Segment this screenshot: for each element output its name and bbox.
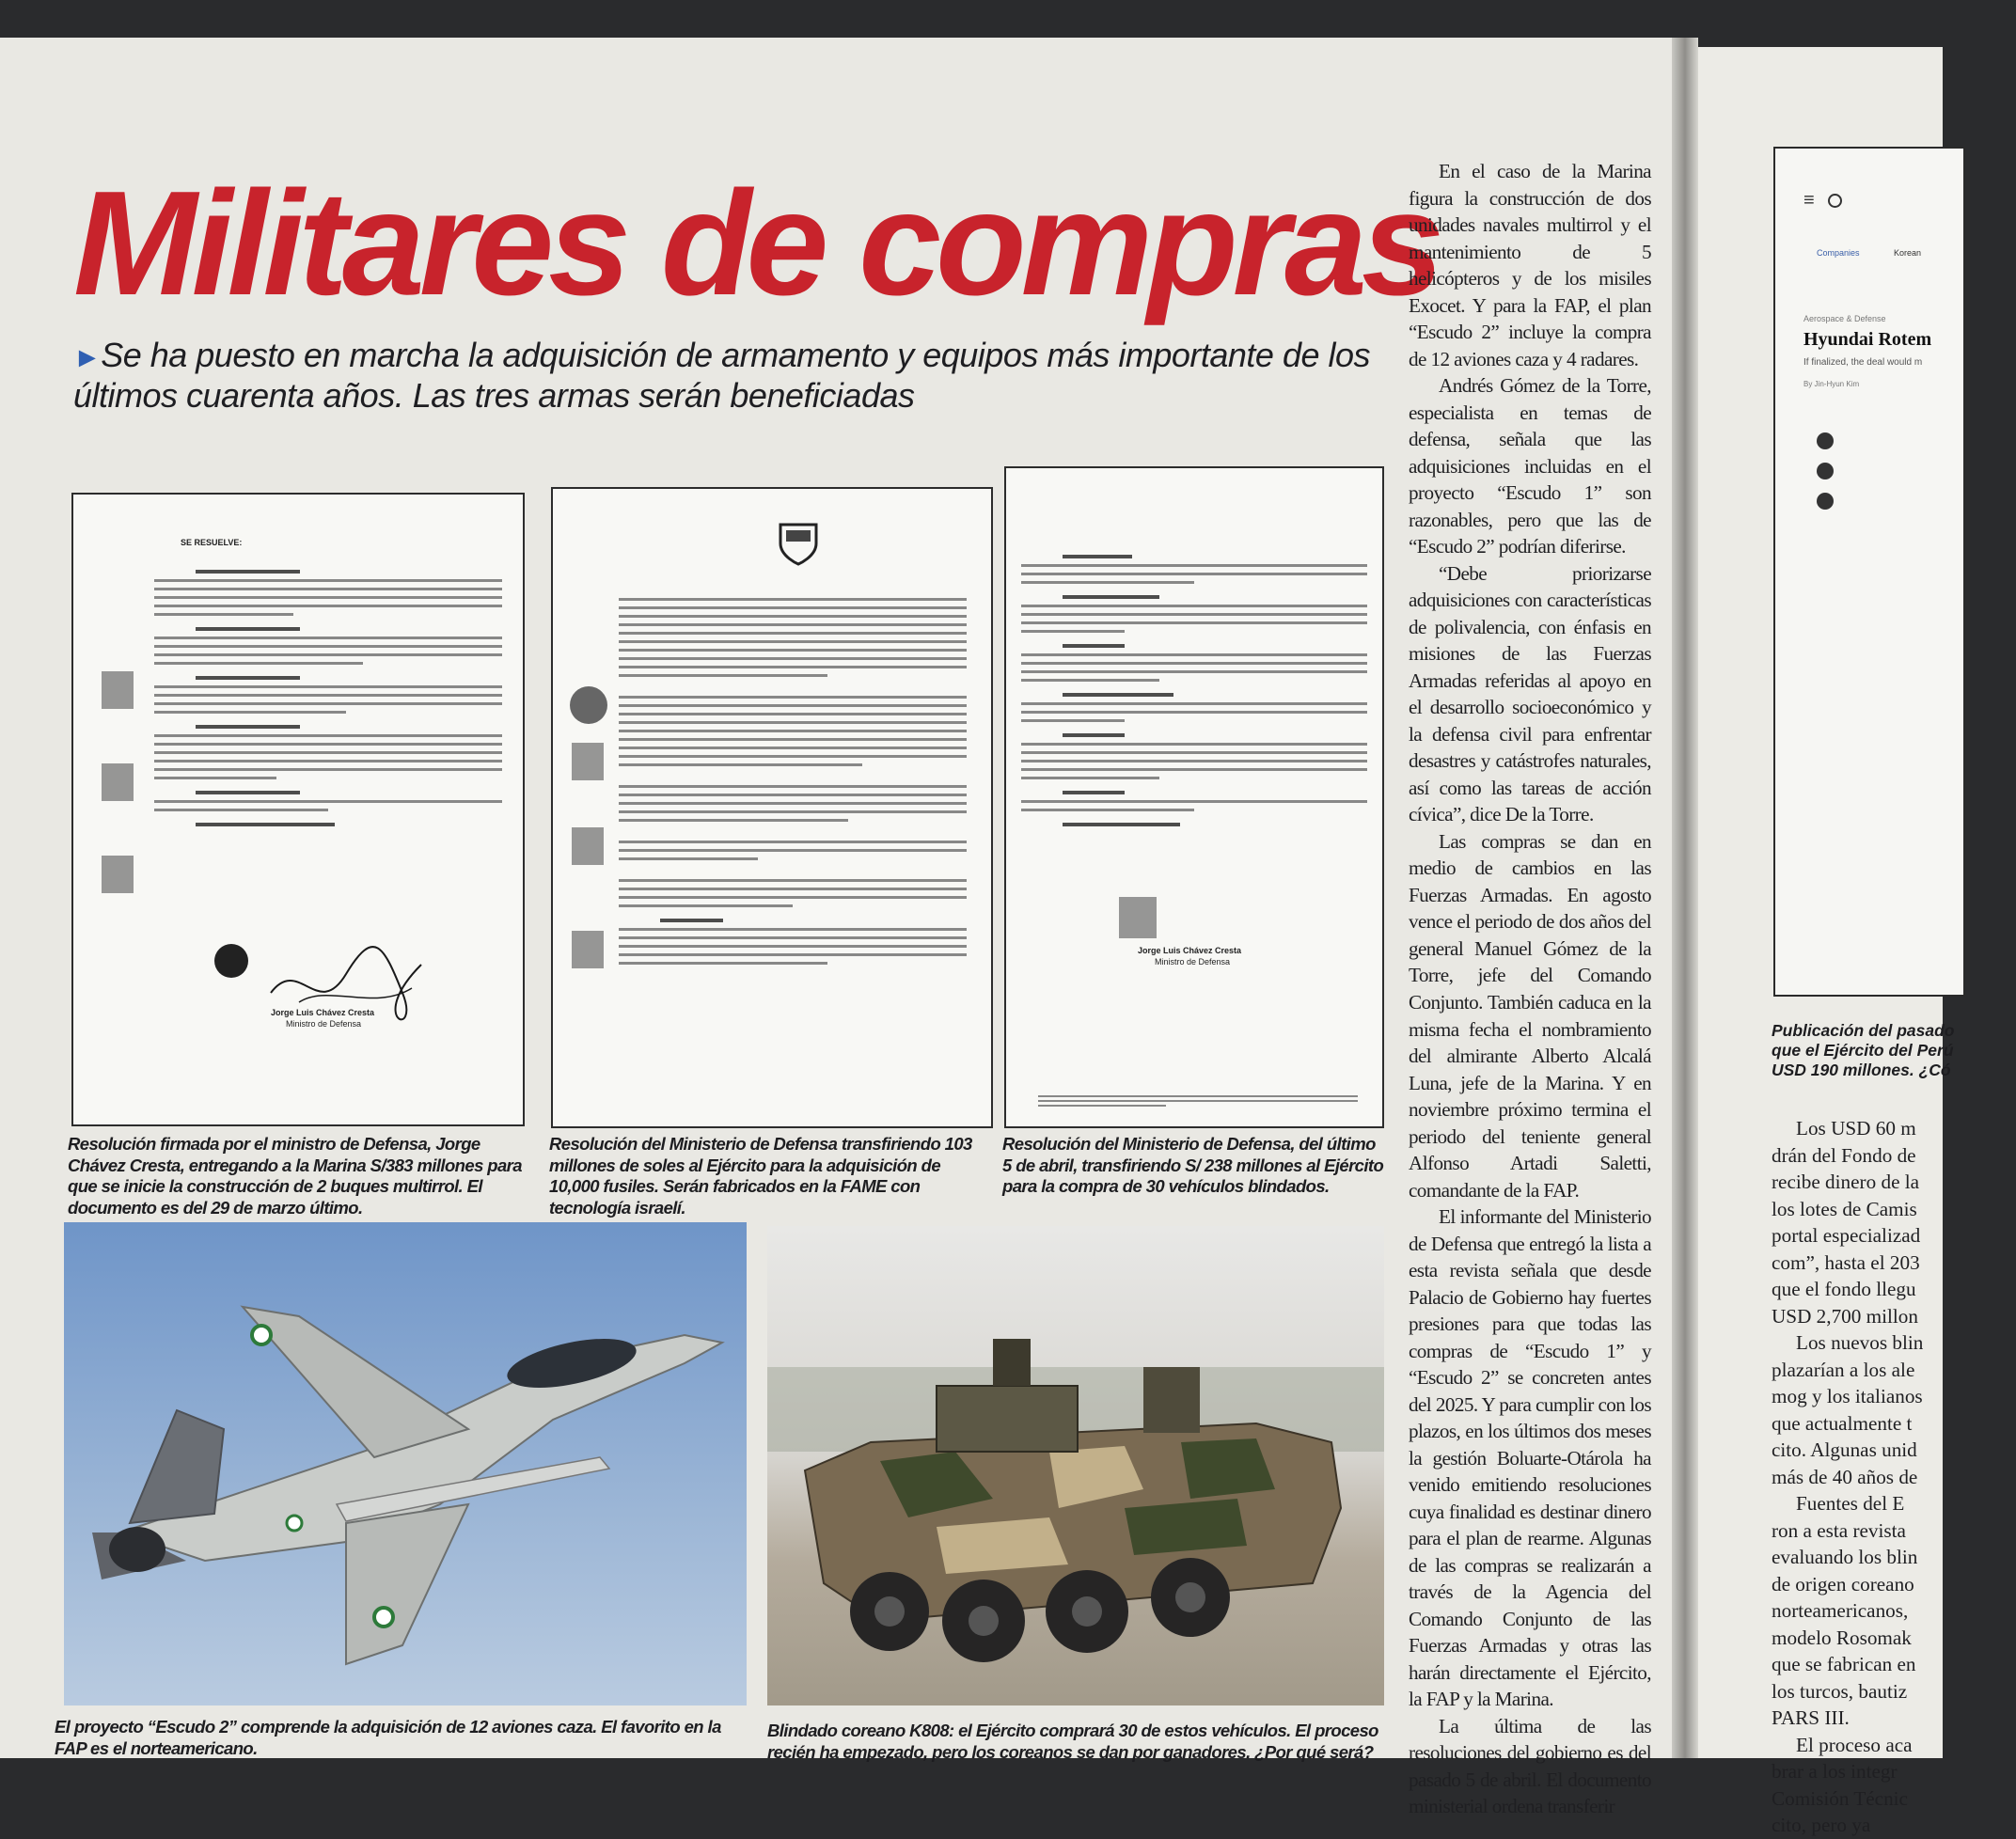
doc3-signatory-title: Ministro de Defensa (1155, 957, 1231, 967)
armored-vehicle-photo (767, 1226, 1384, 1705)
article-body-column (1409, 158, 1651, 1820)
doc3-signatory: Jorge Luis Chávez Cresta (1138, 946, 1242, 955)
doc3-text-lines (1021, 543, 1367, 1108)
body-paragraph: El informante del Ministerio de Defensa que entregó la lista a esta revista señala que desde Palacio de Gobierno hay fuertes presiones para que todas las compras de “Escudo 1” y “Escudo 2” se concreten antes del 2025. Y para cumplir con los plazos, en los últimos dos meses la gestión Boluarte-Otárola ha venido emitiendo resoluciones cuya finalidad es destinar dinero para el plan de rearme. Algunas de las compras se realizarán a través de la Agencia del Comando Conjunto de las Fuerzas Armadas y otras las harán directamente el Ejército, la FAP y la Marina. (1409, 1205, 1651, 1711)
search-icon (1828, 194, 1842, 208)
linkedin-icon (1817, 493, 1834, 510)
p2-caption-line: Publicación del pasado (1772, 1021, 1955, 1040)
caption-tank: Blindado coreano K808: el Ejército comprará 30 de estos vehículos. El proceso recién ha empezado, pero los coreanos se dan por ganadores. ¿Por qué será? (767, 1721, 1378, 1762)
p2-body-line: Los USD 60 m (1796, 1117, 1916, 1140)
p2-body-line: cito. Algunas unid (1772, 1438, 1917, 1462)
p2-body-line: PARS III. (1772, 1706, 1850, 1730)
newspaper-page-left (0, 38, 1681, 1818)
p2-body-line: Comisión Técnic (1772, 1786, 1908, 1810)
digital-signature-stamp-icon (572, 743, 604, 780)
body-paragraph: Las compras se dan en medio de cambios en las Fuerzas Armadas. En agosto vence el periodo de dos años del general Manuel Gómez de la Torre, jefe del Comando Conjunto. También caduca en la misma fecha el nombramiento del almirante Alberto Alcalá Luna, jefe de la Marina. Y en noviembre próximo termina el periodo del teniente general Alfonso Artadi Saletti, comandante de la FAP. (1409, 829, 1651, 1202)
newspaper-page-right (1698, 47, 1955, 1837)
coat-of-arms-stamp-icon (1119, 897, 1157, 938)
p2-body-line: recibe dinero de la (1772, 1171, 1920, 1194)
p2-body-line: que actualmente t (1772, 1411, 1913, 1435)
p2-body-line: portal especializad (1772, 1224, 1921, 1248)
digital-signature-stamp-icon (102, 856, 134, 893)
resolution-document-2 (551, 487, 993, 1128)
digital-signature-stamp-icon (572, 931, 604, 968)
site-article-title: Hyundai Rotem (1803, 329, 1932, 350)
p2-body-line: mog y los italianos (1772, 1385, 1923, 1408)
doc2-text-lines (619, 592, 967, 1108)
digital-signature-stamp-icon (102, 671, 134, 709)
p2-body-line: que se fabrican en (1772, 1653, 1916, 1676)
resolution-document-3 (1004, 466, 1384, 1128)
section-label: Aerospace & Defense (1803, 314, 1886, 323)
site-article-teaser: If finalized, the deal would m (1803, 357, 1923, 368)
p2-body-line: USD 2,700 millon (1772, 1304, 1918, 1328)
body-paragraph: La última de las resoluciones del gobierno es del pasado 5 de abril. El documento ministerial ordena transferir (1409, 1714, 1651, 1818)
facebook-icon (1817, 432, 1834, 449)
p2-body-line: evaluando los blin (1772, 1546, 1918, 1569)
site-byline: By Jin-Hyun Kim (1803, 380, 1860, 388)
body-paragraph: Andrés Gómez de la Torre, especialista en temas de defensa, señala que las adquisiciones incluidas en el proyecto “Escudo 1” son razonables, pero que las de “Escudo 2” podrían diferirse. (1409, 374, 1651, 558)
p2-body-line: Los nuevos blin (1796, 1331, 1924, 1355)
peru-coat-of-arms-icon (777, 517, 820, 566)
p2-body-line: Fuentes del E (1796, 1492, 1905, 1516)
fighter-jet-illustration (64, 1222, 747, 1705)
p2-body-line: más de 40 años de (1772, 1465, 1918, 1488)
doc1-signatory: Jorge Luis Chávez Cresta (271, 1008, 375, 1017)
doc1-signatory-title: Ministro de Defensa (286, 1019, 362, 1029)
triangle-marker-icon: ► (73, 342, 102, 373)
p2-body-line: norteamericanos, (1772, 1599, 1909, 1623)
p2-body-line: com”, hasta el 203 (1772, 1250, 1920, 1274)
p2-body-line: drán del Fondo de (1772, 1143, 1916, 1167)
website-screenshot (1773, 147, 1965, 997)
p2-body-line: brar a los integr (1772, 1760, 1898, 1784)
p2-body-line: que el fondo llegu (1772, 1278, 1916, 1301)
p2-body-line: plazarían a los ale (1772, 1358, 1915, 1381)
headline: Militares de compras (73, 161, 1439, 326)
page-gutter (1672, 38, 1698, 1758)
body-paragraph: “Debe priorizarse adquisiciones con características de polivalencia, con énfasis en misiones de las Fuerzas Armadas referidas al apoyo en el desarrollo socioeconómico y la defensa civil para enfrentar desastres y catástrofes naturales, así como las tareas de acción cívica”, dice De la Torre. (1409, 561, 1651, 826)
digital-signature-stamp-icon (102, 763, 134, 801)
p2-body-line: cito, pero ya (1772, 1814, 1871, 1837)
tab-companies: Companies (1817, 248, 1860, 258)
p2-body-line: de origen coreano (1772, 1572, 1914, 1595)
caption-doc2: Resolución del Ministerio de Defensa transfiriendo 103 millones de soles al Ejército para la adquisición de 10,000 fusiles. Serán fabricados en la FAME con tecnología israelí. (549, 1134, 972, 1218)
deck-subheading (73, 335, 1371, 416)
digital-signature-stamp-icon (572, 827, 604, 865)
p2-body-line: los turcos, bautiz (1772, 1679, 1908, 1703)
deck-text: Se ha puesto en marcha la adquisición de armamento y equipos más importante de los últimos cuarenta años. Las tres armas serán beneficiadas (73, 336, 1371, 416)
p2-body-line: modelo Rosomak (1772, 1626, 1912, 1649)
resolution-document-1 (71, 493, 525, 1126)
p2-body-text (1772, 1115, 2016, 1839)
p2-body-line: ron a esta revista (1772, 1518, 1906, 1542)
p2-body-line: El proceso aca (1796, 1733, 1913, 1756)
p2-body-line: los lotes de Camis (1772, 1197, 1917, 1220)
fighter-jet-photo (64, 1222, 747, 1705)
doc3-footer-lines (1038, 1092, 1358, 1108)
caption-jet: El proyecto “Escudo 2” comprende la adquisición de 12 aviones caza. El favorito en la FAP es el norteamericano. (55, 1717, 721, 1758)
doc1-heading: SE RESUELVE: (181, 538, 243, 547)
body-paragraph: En el caso de la Marina figura la construcción de dos unidades navales multirrol y el mantenimiento de 5 helicópteros y de los misiles Exocet. Y para la FAP, el plan “Escudo 2” incluye la compra de 12 aviones caza y 4 radares. (1409, 160, 1651, 370)
p2-caption-line: USD 190 millones. ¿Có (1772, 1061, 1951, 1079)
p2-caption-line: que el Ejército del Perú (1772, 1041, 1954, 1060)
armored-vehicle-illustration (767, 1226, 1384, 1705)
caption-doc3: Resolución del Ministerio de Defensa, del último 5 de abril, transfiriendo S/ 238 millones al Ejército para la compra de 30 vehículos blindados. (1002, 1134, 1384, 1197)
menu-icon: ≡ (1803, 190, 1815, 211)
round-stamp-icon (570, 686, 607, 724)
p2-caption (1772, 1021, 1997, 1080)
tab-korean: Korean (1894, 248, 1922, 258)
twitter-icon (1817, 463, 1834, 479)
official-seal-icon (214, 944, 248, 978)
caption-doc1: Resolución firmada por el ministro de Defensa, Jorge Chávez Cresta, entregando a la Marina S/383 millones para que se inicie la construcción de 2 buques multirrol. El documento es del 29 de marzo último. (68, 1134, 522, 1218)
